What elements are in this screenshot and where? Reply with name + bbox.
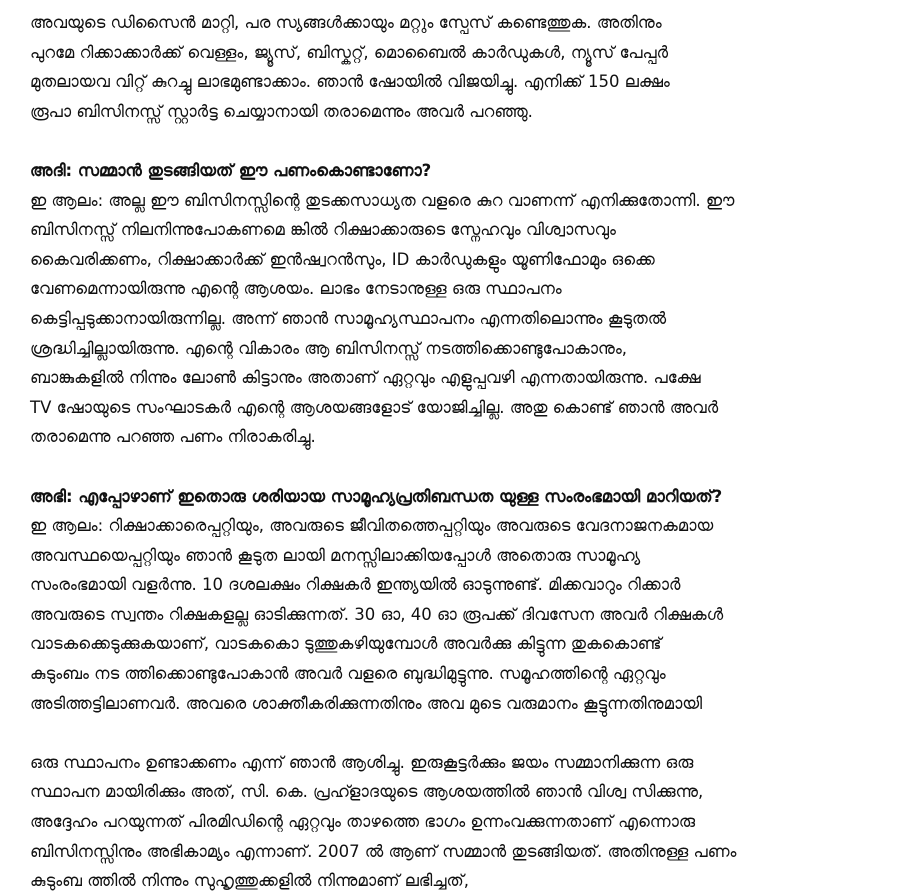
text-line: ഇ ആലം: റിക്ഷാക്കാരെപ്പറ്റിയും, അവരുടെ ജീവിതത്തെപ്പറ്റിയും അവരുടെ വേദനാജനകമായ [30, 516, 714, 536]
text-line: ഇ ആലം: അല്ല ഈ ബിസിനസ്സിന്റെ തുടക്കസാധ്യത വളരെ കുറ വാണന്ന് എനിക്കുതോന്നി. ഈ [30, 190, 735, 210]
paragraph-gap [30, 452, 896, 482]
text-line: വാടകക്കെടുക്കുകയാണ്, വാടകകൊ ടുത്തുകഴിയുമ്പോൾ അവർക്കു കിട്ടുന്ന തുകകൊണ്ട് [30, 634, 662, 654]
text-line: കുടുംബം നട ത്തിക്കൊണ്ടുപോകാൻ അവർ വളരെ ബുദ്ധിമുട്ടുന്നു. സമൂഹത്തിന്റെ ഏറ്റവും [30, 664, 666, 684]
text-line: രൂപാ ബിസിനസ്സ് സ്റ്റാർട്ട ചെയ്യാനായി തരാമെന്നും അവർ പറഞ്ഞു. [30, 101, 533, 121]
text-line: അവരുടെ സ്വന്തം റിക്ഷകളല്ല ഓടിക്കുന്നത്. 30 ഓ, 40 ഓ രൂപക്ക് ദിവസേന അവർ റിക്ഷകൾ [30, 604, 724, 624]
text-line: തരാമെന്നു പറഞ്ഞ പണം നിരാകരിച്ചു. [30, 427, 316, 447]
interview-question [30, 156, 896, 186]
text-line: വേണമെന്നായിരുന്നു എന്റെ ആശയം. ലാഭം നേടാനുള്ള ഒരു സ്ഥാപനം [30, 279, 562, 299]
text-line: പുറമേ റിക്കാക്കാർക്ക് വെള്ളം, ജ്യൂസ്, ബിസ്കറ്റ്, മൊബൈൽ കാർഡുകൾ, ന്യൂസ് പേപ്പർ [30, 42, 669, 62]
text-line: കുടുംബ ത്തിൽ നിന്നും സുഹൃത്തുക്കളിൽ നിന്നുമാണ് ലഭിച്ചത്, [30, 871, 469, 891]
text-line: മുതലായവ വിറ്റ് കുറച്ചു ലാഭമുണ്ടാക്കാം. ഞാൻ ഷോയിൽ വിജയിച്ചു. എനിക്ക് 150 ലക്ഷം [30, 72, 670, 92]
paragraph-gap [30, 126, 896, 156]
body-paragraph [30, 8, 896, 126]
text-line: അവയുടെ ഡിസൈൻ മാറ്റി, പര സ്യങ്ങൾക്കായും മറ്റും സ്പേസ് കണ്ടെത്തുക. അതിനും [30, 13, 662, 32]
interview-answer [30, 511, 896, 718]
interview-question [30, 482, 896, 512]
text-line: ബാങ്കുകളിൽ നിന്നും ലോൺ കിട്ടാനും അതാണ് ഏറ്റവും എളുപ്പവഴി എന്നതായിരുന്നു. പക്ഷേ [30, 368, 701, 388]
text-line: അടിത്തട്ടിലാണവർ. അവരെ ശാക്തീകരിക്കുന്നതിനും അവ മുടെ വരുമാനം കൂട്ടുന്നതിനുമായി [30, 693, 703, 713]
text-line: ബിസിനസ്സിനും അഭികാമ്യം എന്നാണ്. 2007 ൽ ആണ് സമ്മാൻ തുടങ്ങിയത്. അതിനുള്ള പണം [30, 841, 737, 861]
text-line: അദ്ദേഹം പറയുന്നത് പിരമിഡിന്റെ ഏറ്റവും താഴത്തെ ഭാഗം ഉന്നംവക്കുന്നതാണ് എന്നൊരു [30, 812, 696, 832]
text-line: സ്ഥാപന മായിരിക്കും അത്, സി. കെ. പ്രഹ്ളാദയുടെ ആശയത്തിൽ ഞാൻ വിശ്വ സിക്കുന്നു, [30, 782, 704, 802]
text-line: സംരംഭമായി വളർന്നു. 10 ദശലക്ഷം റിക്ഷകർ ഇന്ത്യയിൽ ഓടുന്നുണ്ട്. മിക്കവാറും റിക്കാർ [30, 575, 681, 595]
question-line: അഭി: എപ്പോഴാണ് ഇതൊരു ശരിയായ സാമൂഹ്യപ്രതിബന്ധത യുള്ള സംരംഭമായി മാറിയത്? [30, 486, 723, 506]
question-line: അദി: സമ്മാൻ തുടങ്ങിയത് ഈ പണംകൊണ്ടാണോ? [30, 160, 432, 180]
text-line: കെട്ടിപ്പടുക്കാനായിരുന്നില്ല. അന്ന് ഞാൻ സാമൂഹ്യസ്ഥാപനം എന്നതിലൊന്നും കൂടുതൽ [30, 308, 667, 328]
text-line: അവസ്ഥയെപ്പറ്റിയും ഞാൻ കൂടുത ലായി മനസ്സിലാക്കിയപ്പോൾ അതൊരു സാമൂഹ്യ [30, 545, 641, 565]
text-line: ഒരു സ്ഥാപനം ഉണ്ടാക്കണം എന്ന് ഞാൻ ആശിച്ചു. ഇരുകൂട്ടർക്കും ജയം സമ്മാനിക്കുന്ന ഒരു [30, 752, 694, 772]
text-line: കൈവരിക്കണം, റിക്ഷാക്കാർക്ക് ഇൻഷ്വറൻസും, ID കാർഡുകളും യൂണിഫോമും ഒക്കെ [30, 249, 655, 269]
text-line: ബിസിനസ്സ് നിലനിന്നുപോകണമെ ങ്കിൽ റിക്ഷാക്കാരുടെ സ്നേഹവും വിശ്വാസവും [30, 220, 616, 240]
body-paragraph [30, 748, 896, 896]
interview-answer [30, 186, 896, 452]
text-line: TV ഷോയുടെ സംഘാടകർ എന്റെ ആശയങ്ങളോട് യോജിച്ചില്ല. അതു കൊണ്ട് ഞാൻ അവർ [30, 397, 719, 417]
paragraph-gap [30, 718, 896, 748]
text-line: ശ്രദ്ധിച്ചില്ലായിരുന്നു. എന്റെ വികാരം ആ ബിസിനസ്സ് നടത്തിക്കൊണ്ടുപോകാനും, [30, 338, 628, 358]
